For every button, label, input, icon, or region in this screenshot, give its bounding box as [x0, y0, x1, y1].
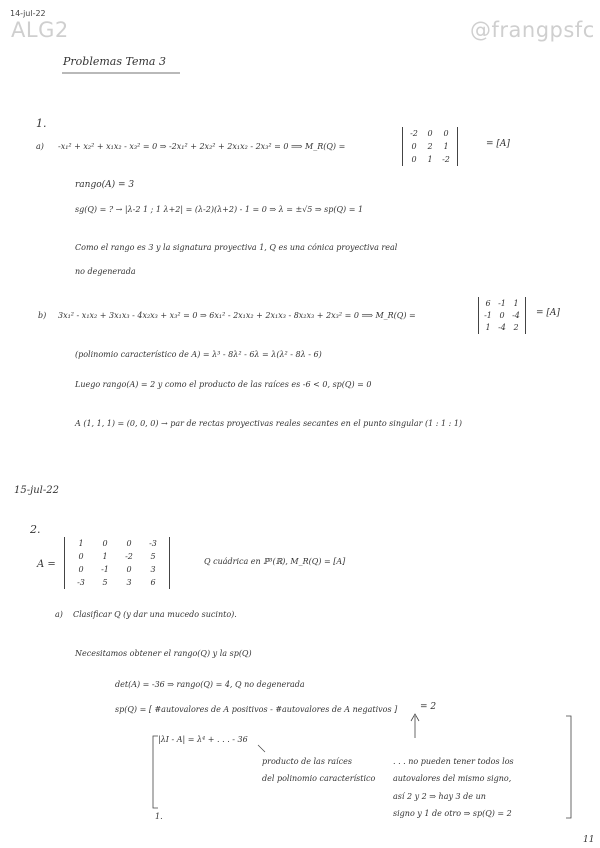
matrix-b1-cell: 1 — [485, 323, 491, 332]
matrix-2-cell: 5 — [150, 552, 156, 561]
matrix-2-cell: 1 — [78, 539, 84, 548]
conclusion-a-1: Como el rango es 3 y la signatura proyectiva 1, Q es una cónica proyectiva real — [75, 243, 398, 252]
matrix-2-label: A = — [37, 559, 56, 570]
part-2a-char-poly: |λI - A| = λ⁴ + . . . - 36 — [158, 735, 248, 744]
matrix-b1-cell: -1 — [484, 311, 492, 320]
note-right-4: signo y 1 de otro ⇒ sp(Q) = 2 — [393, 809, 512, 818]
note-product-1: producto de las raíces — [262, 757, 352, 766]
header-date: 14-jul-22 — [10, 9, 46, 18]
signature-a: sg(Q) = ? → |λ-2 1 ; 1 λ+2| = (λ-2)(λ+2) - 1 = 0 ⇒ λ = ±√5 ⇒ sp(Q) = 1 — [75, 205, 364, 214]
note-right-3: así 2 y 2 ⇒ hay 3 de un — [393, 792, 486, 801]
matrix-a1-cell: 0 — [411, 155, 417, 164]
author-watermark: @frangpsfc — [470, 18, 595, 42]
matrix-2-cell: 5 — [102, 578, 108, 587]
matrix-a1-cell: -2 — [442, 155, 450, 164]
matrix-2-cell: 0 — [126, 565, 132, 574]
matrix-b1-cell: 2 — [513, 323, 519, 332]
matrix-a1-cell: 1 — [443, 142, 449, 151]
matrix-2-cell: 6 — [150, 578, 156, 587]
note-right-2: autovalores del mismo signo, — [393, 774, 512, 783]
part-2a-prompt: Clasificar Q (y dar una mucedo sucinto). — [73, 610, 237, 619]
course-watermark: ALG2 — [11, 18, 69, 42]
part-2a-det: det(A) = -36 ⇒ rango(Q) = 4, Q no degenerada — [115, 680, 305, 689]
part-2a-sp-value: = 2 — [420, 702, 437, 712]
part-a-label: a) — [36, 142, 44, 151]
matrix-a1-cell: 2 — [427, 142, 433, 151]
matrix-2-cell: -3 — [77, 578, 85, 587]
matrix-2-cell: 0 — [78, 552, 84, 561]
matrix-b1-cell: 6 — [485, 299, 491, 308]
matrix-a1-cell: -2 — [410, 129, 418, 138]
rank-b: Luego rango(A) = 2 y como el producto de las raíces es -6 < 0, sp(Q) = 0 — [75, 380, 372, 389]
matrix-2-cell: 0 — [126, 539, 132, 548]
part-2a-need: Necesitamos obtener el rango(Q) y la sp(Q) — [75, 649, 252, 658]
rank-a: rango(A) = 3 — [75, 180, 135, 190]
part-2a-sp: sp(Q) = [ #autovalores de A positivos - #autovalores de A negativos ] — [115, 705, 398, 714]
second-date: 15-jul-22 — [14, 485, 59, 496]
matrix-a1-cell: 0 — [443, 129, 449, 138]
matrix-b1-cell: 1 — [513, 299, 519, 308]
singular-b: A (1, 1, 1) = (0, 0, 0) → par de rectas proyectivas reales secantes en el punto singular (1 : 1 : 1) — [75, 419, 463, 428]
matrix-2-note: Q cuádrica en ℙ³(ℝ), M_R(Q) = [A] — [204, 557, 346, 566]
matrix-2 — [64, 537, 170, 589]
part-b-equation: 3x₁² - x₁x₂ + 3x₁x₃ - 4x₂x₃ + x₃² = 0 ⇒ 6x₁² - 2x₁x₂ + 2x₁x₃ - 8x₂x₃ + 2x₃² = 0 ⟹ M_R(Q) = — [58, 311, 416, 320]
matrix-2-cell: -1 — [101, 565, 109, 574]
matrix-2-cell: 3 — [126, 578, 132, 587]
matrix-2-cell: 1 — [102, 552, 108, 561]
bullet-1: 1. — [155, 812, 163, 821]
matrix-b1-cell: -1 — [498, 299, 506, 308]
matrix-b1-cell: -4 — [512, 311, 520, 320]
conclusion-a-2: no degenerada — [75, 267, 136, 276]
matrix-2-cell: -2 — [125, 552, 133, 561]
matrix-a1-equals: = [A] — [486, 139, 510, 149]
matrix-b1-cell: 0 — [499, 311, 505, 320]
matrix-2-cell: 0 — [102, 539, 108, 548]
matrix-a1-cell: 0 — [427, 129, 433, 138]
matrix-a1-cell: 0 — [411, 142, 417, 151]
matrix-a1-cell: 1 — [427, 155, 433, 164]
matrix-b1-cell: -4 — [498, 323, 506, 332]
char-poly-b: (polinomio característico de A) = λ³ - 8λ² - 6λ = λ(λ² - 8λ - 6) — [75, 350, 322, 359]
problem-2-number: 2. — [30, 523, 41, 536]
matrix-2-cell: 3 — [150, 565, 156, 574]
matrix-b1 — [478, 297, 526, 334]
problem-1-number: 1. — [36, 117, 47, 130]
matrix-b1-equals: = [A] — [536, 308, 560, 318]
matrix-2-cell: 0 — [78, 565, 84, 574]
page-title: Problemas Tema 3 — [63, 55, 166, 68]
note-product-2: del polinomio característico — [262, 774, 376, 783]
matrix-2-cell: -3 — [149, 539, 157, 548]
note-right-1: . . . no pueden tener todos los — [393, 757, 514, 766]
matrix-a1 — [402, 127, 458, 166]
part-b-label: b) — [38, 311, 47, 320]
part-2a-label: a) — [55, 610, 63, 619]
page-number: 11 — [583, 835, 595, 845]
part-a-equation: -x₁² + x₂² + x₁x₂ - x₃² = 0 ⇒ -2x₁² + 2x₂² + 2x₁x₂ - 2x₃² = 0 ⟹ M_R(Q) = — [58, 142, 346, 151]
